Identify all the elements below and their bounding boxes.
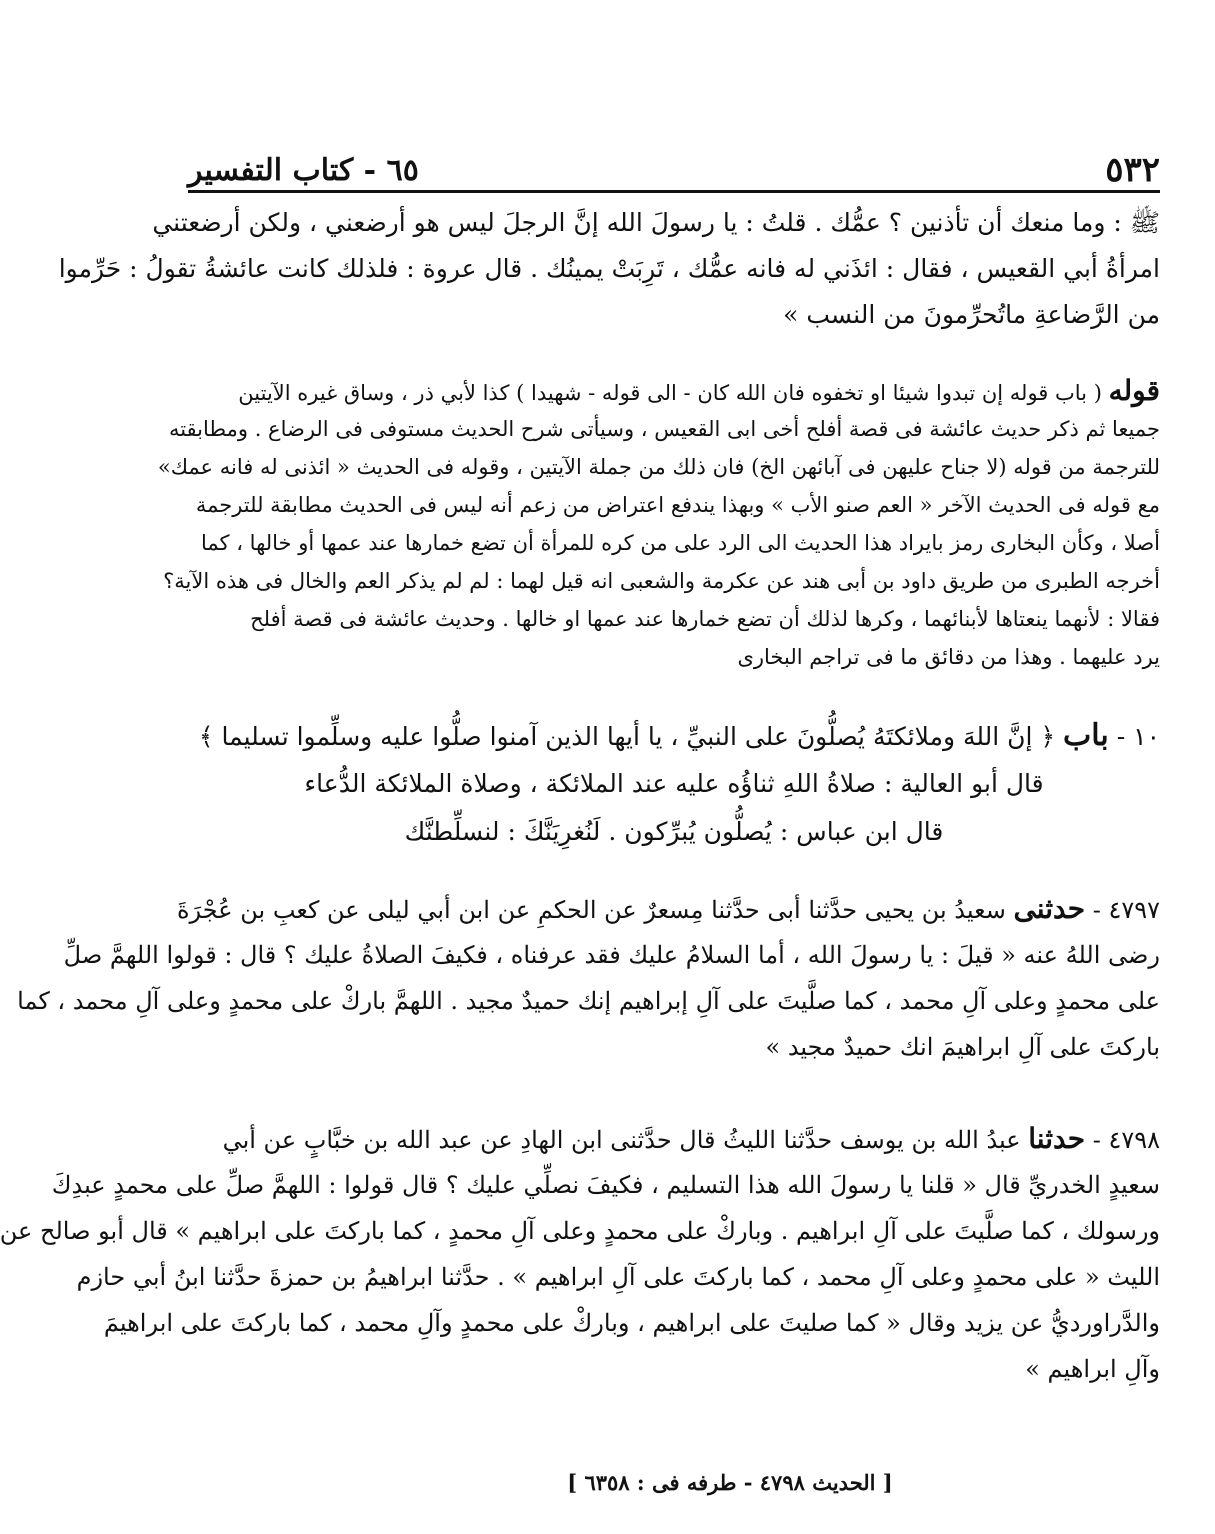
text-line: على محمدٍ وعلى آلِ محمد ، كما صلَّيتَ على آلِ إبراهيم إنك حميدٌ مجيد . اللهمَّ باركْ على محمدٍ وعلى آلِ محمد ، كما (17, 987, 1160, 1015)
text-line: سعيدٍ الخدريِّ قال « قلنا يا رسولَ الله هذا التسليم ، فكيفَ نصلِّي عليك ؟ قال قولوا : اللهمَّ صلِّ على محمدٍ عبدِكَ (51, 1171, 1160, 1199)
text-line: جميعا ثم ذكر حديث عائشة فى قصة أفلح أخى ابى القعيس ، وسيأتى شرح الحديث مستوفى فى الرضاع . ومطابقته (168, 417, 1160, 441)
footnote: [ الحديث ٤٧٩٨ - طرفه فى : ٦٣٥٨ ] (567, 1470, 893, 1495)
text-line: والدَّراورديُّ عن يزيد وقال « كما صليتَ على ابراهيم ، وباركْ على محمدٍ وآلِ محمد ، كما باركتَ على ابراهيمَ (103, 1309, 1160, 1337)
page-header (188, 150, 1160, 193)
hadith-lead: حدثنى (1013, 892, 1086, 925)
running-title: ٦٥ - كتاب التفسير (188, 152, 419, 188)
hadith-continuation (58, 200, 1160, 338)
chapter-title: ﴿ إنَّ اللهَ وملائكتَهُ يُصلُّونَ على النبيِّ ، يا أيها الذين آمنوا صلُّوا عليه وسلِّموا تسليما ﴾ (198, 722, 1056, 751)
text-line: فقالا : لأنهما ينعتاها لأبنائهما ، وكرها لذلك أن تضع خمارها عند عمها او خالها . وحديث عائشة فى قصة أفلح (250, 607, 1160, 631)
chapter-heading (188, 712, 1160, 856)
text-line: مع قوله فى الحديث الآخر « العم صنو الأب » وبهذا يندفع اعتراض من زعم أنه ليس فى الحديث مطابقة للترجمة (195, 493, 1160, 517)
text-line: باركتَ على آلِ ابراهيمَ انك حميدٌ مجيد » (765, 1033, 1160, 1061)
hadith-4798 (0, 1116, 1160, 1392)
text-line: امرأةُ أبي القعيس ، فقال : ائذَني له فانه عمُّك ، تَرِبَتْ يمينُك . قال عروة : فلذلك كانت عائشةُ تقولُ : حَرِّموا (58, 254, 1160, 283)
hadith-number: ٤٧٩٨ - (1092, 1126, 1160, 1154)
commentary-paragraph (157, 372, 1160, 676)
chapter-bab: باب (1063, 718, 1109, 753)
text-line: وآلِ ابراهيم » (1025, 1355, 1160, 1383)
hadith-number: ٤٧٩٧ - (1092, 896, 1160, 924)
hadith-4797 (17, 886, 1160, 1070)
text-line: أخرجه الطبرى من طريق داود بن أبى هند عن عكرمة والشعبى انه قيل لهما : لم لم يذكر العم والخال فى هذه الآية؟ (163, 569, 1160, 593)
text-line: رضى اللهُ عنه « قيلَ : يا رسولَ الله ، أما السلامُ عليك فقد عرفناه ، فكيفَ الصلاةُ عليك ؟ قال : قولوا اللهمَّ صلِّ (63, 941, 1160, 969)
text-line: ﷺ : وما منعك أن تأذنين ؟ عمُّك . قلتُ : يا رسولَ الله إنَّ الرجلَ ليس هو أرضعني ، ولكن أرضعتني (152, 208, 1160, 237)
chapter-title-line (188, 712, 1160, 760)
text-line: للترجمة من قوله (لا جناح عليهن فى آبائهن الخ) فان ذلك من جملة الآيتين ، وقوله فى الحديث « ائذنى له فانه عمك» (157, 455, 1160, 479)
text-line: يرد عليهما . وهذا من دقائق ما فى تراجم البخارى (737, 645, 1160, 669)
hadith-lead: حدثنا (1028, 1122, 1086, 1155)
text-line: قوله ( باب قوله إن تبدوا شيئا او تخفوه فان الله كان - الى قوله - شهيدا ) كذا لأبي ذر ، وساق غيره الآيتين (238, 374, 1160, 407)
commentary-lead: قوله (1108, 374, 1160, 407)
text-line: ٤٧٩٧ - حدثنى سعيدُ بن يحيى حدَّثنا أبى حدَّثنا مِسعرٌ عن الحكمِ عن ابن أبي ليلى عن كعبِ بن عُجْرَةَ (176, 892, 1160, 925)
chapter-number: ١٠ - (1116, 722, 1160, 751)
page-number: ٥٣٢ (1105, 150, 1160, 190)
chapter-line-2: قال أبو العالية : صلاةُ اللهِ ثناؤُه عليه عند الملائكة ، وصلاة الملائكة الدُّعاء (304, 769, 1044, 798)
chapter-line-3: قال ابن عباس : يُصلُّون يُبرِّكون . لَنُغرِيَنَّكَ : لنسلِّطنَّك (404, 817, 944, 846)
text-line: من الرَّضاعةِ ماتُحرِّمونَ من النسب » (783, 300, 1160, 329)
text-line: أصلا ، وكأن البخارى رمز بايراد هذا الحديث الى الرد على من كره للمرأة أن تضع خمارها عند عمها أو خالها ، كما (201, 531, 1160, 555)
text-line: ٤٧٩٨ - حدثنا عبدُ الله بن يوسف حدَّثنا الليثُ قال حدَّثنى ابن الهادِ عن عبد الله بن خبَّابٍ عن أبي (222, 1122, 1160, 1155)
text-line: ورسولك ، كما صلَّيتَ على آلِ ابراهيم . وباركْ على محمدٍ وعلى آلِ محمدٍ ، كما باركتَ على ابراهيم » قال أبو صالح عن (0, 1217, 1160, 1245)
text-line: الليث « على محمدٍ وعلى آلِ محمد ، كما باركتَ على آلِ ابراهيم » . حدَّثنا ابراهيمُ بن حمزةَ حدَّثنا ابنُ أبي حازم (76, 1263, 1160, 1291)
